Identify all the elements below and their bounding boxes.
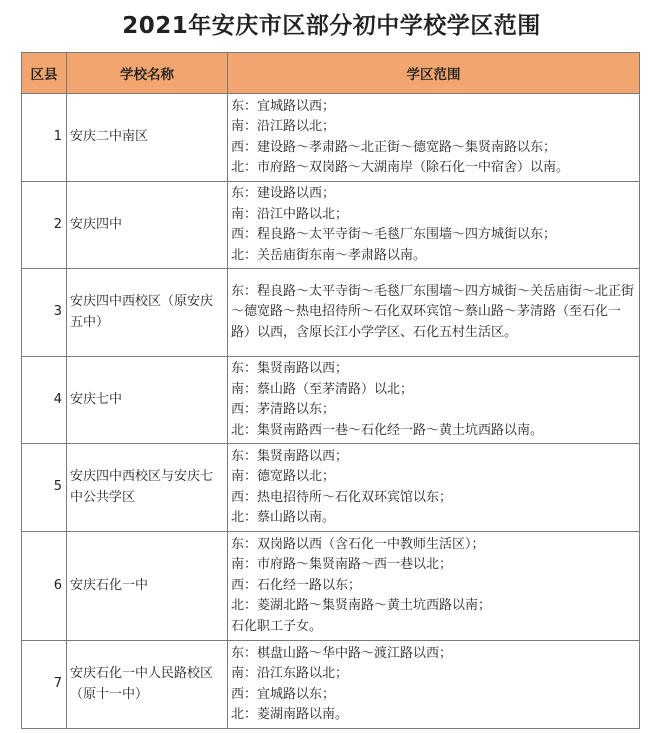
row-number: 6 bbox=[22, 532, 67, 641]
range-line: 东：双岗路以西（含石化一中教师生活区）； bbox=[231, 536, 485, 552]
school-name: 安庆七中 bbox=[67, 357, 228, 444]
range-line: 西：热电招待所～石化双环宾馆以东； bbox=[231, 489, 453, 505]
table-row bbox=[22, 532, 640, 641]
table-row bbox=[22, 182, 640, 269]
district-range bbox=[228, 182, 640, 269]
district-range bbox=[228, 532, 640, 641]
school-name: 安庆四中西校区与安庆七中公共学区 bbox=[67, 444, 228, 532]
range-line: 东：棋盘山路～华中路～渡江路以西； bbox=[231, 645, 453, 661]
table-row bbox=[22, 444, 640, 532]
school-name: 安庆石化一中 bbox=[67, 532, 228, 641]
row-number: 3 bbox=[22, 269, 67, 357]
range-line: 西：建设路～孝肃路～北正街～德宽路～集贤南路以东； bbox=[231, 139, 557, 155]
page-title: 2021年安庆市区部分初中学校学区范围 bbox=[122, 13, 541, 39]
district-range bbox=[228, 641, 640, 729]
district-range bbox=[228, 94, 640, 182]
range-line: 北：集贤南路西一巷～石化经一路～黄土坑西路以南。 bbox=[231, 422, 544, 438]
row-number: 2 bbox=[22, 182, 67, 269]
range-line: 东：宜城路以西； bbox=[231, 98, 336, 114]
range-line: 东：集贤南路以西； bbox=[231, 361, 349, 376]
school-name: 安庆二中南区 bbox=[67, 94, 228, 182]
row-number: 7 bbox=[22, 641, 67, 729]
range-line: 南：沿江路以北； bbox=[231, 119, 336, 134]
row-number: 1 bbox=[22, 94, 67, 182]
range-line: 北：蔡山路以南。 bbox=[231, 510, 336, 525]
range-line: 北：关岳庙街东南～孝肃路以南。 bbox=[231, 247, 427, 263]
range-line: 西：石化经一路以东； bbox=[231, 577, 362, 593]
school-district-table bbox=[21, 52, 640, 729]
table-row bbox=[22, 641, 640, 729]
range-line: 东：建设路以西； bbox=[231, 186, 336, 201]
row-number: 5 bbox=[22, 444, 67, 532]
district-range: 东：程良路～太平寺街～毛毯厂东围墙～四方城街～关岳庙街～北正街～德宽路～热电招待所～石化双环宾馆～蔡山路～茅清路（至石化一路）以西，含原长江小学学区、石化五村生活区。 bbox=[228, 269, 640, 357]
range-line: 北：市府路～双岗路～大湖南岸（除石化一中宿舍）以南。 bbox=[231, 160, 570, 175]
school-name: 安庆四中 bbox=[67, 182, 228, 269]
header-district-range: 学区范围 bbox=[228, 53, 640, 94]
school-name: 安庆四中西校区（原安庆五中） bbox=[67, 269, 228, 357]
table-row bbox=[22, 357, 640, 444]
range-line: 北：菱湖北路～集贤南路～黄土坑西路以南； bbox=[231, 598, 492, 614]
header-district: 区县 bbox=[22, 53, 67, 94]
range-line: 南：市府路～集贤南路～西一巷以北； bbox=[231, 557, 453, 573]
district-range bbox=[228, 444, 640, 532]
range-line: 北：菱湖南路以南。 bbox=[231, 707, 349, 722]
range-line: 东：集贤南路以西； bbox=[231, 448, 349, 464]
table-header-row bbox=[22, 53, 640, 94]
table-row bbox=[22, 269, 640, 357]
range-line: 西：程良路～太平寺街～毛毯厂东围墙～四方城街以东； bbox=[231, 227, 557, 242]
district-range bbox=[228, 357, 640, 444]
table-row bbox=[22, 94, 640, 182]
row-number: 4 bbox=[22, 357, 67, 444]
range-line: 南：德宽路以北； bbox=[231, 469, 336, 484]
range-line: 南：沿江中路以北； bbox=[231, 206, 349, 222]
range-line: 石化职工子女。 bbox=[231, 618, 323, 634]
range-line: 西：茅清路以东； bbox=[231, 402, 336, 417]
range-line: 南：沿江东路以北； bbox=[231, 666, 349, 681]
school-name: 安庆石化一中人民路校区（原十一中） bbox=[67, 641, 228, 729]
range-line: 南：蔡山路（至茅清路）以北； bbox=[231, 381, 414, 397]
header-school-name: 学校名称 bbox=[67, 53, 228, 94]
range-line: 西：宜城路以东； bbox=[231, 686, 336, 702]
